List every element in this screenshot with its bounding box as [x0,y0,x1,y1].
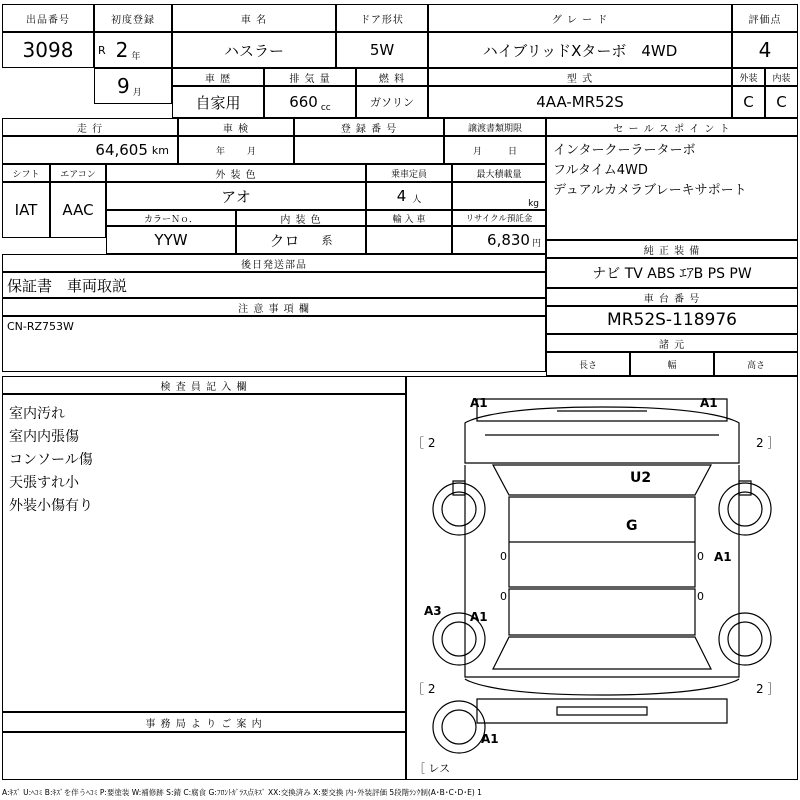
extcolor-value: アオ [221,187,251,206]
lot-label-cell [2,4,94,32]
sales-title-cell [546,118,798,136]
intcolor-suffix: 系 [321,234,333,247]
ac-value: AAC [62,201,94,219]
model-value-cell [172,32,336,68]
door-value-cell [336,32,428,68]
sales-point: フルタイム4WD [553,163,648,179]
first-reg-label-cell [94,4,172,32]
maxload-unit: kg [528,199,539,209]
first-reg-month-cell [94,68,172,104]
reg-month: 9 [117,74,130,98]
lot-value: 3098 [22,38,74,62]
displacement-value-cell [264,86,356,118]
mileage-value: 64,605 [95,141,148,159]
displacement-label: 排 気 量 [289,73,331,85]
transfer-month-unit: 月 [472,146,482,157]
car-outline-svg [407,377,797,779]
history-label-cell [172,68,264,86]
damage-mark: A1 [470,610,488,624]
shaken-label-cell [178,118,294,136]
seats-value: 4 [396,187,407,205]
damage-mark: 2 ］ [756,682,780,696]
colorno-value-cell [106,226,236,254]
lot-value-cell [2,32,94,68]
seats-unit: 人 [412,195,422,205]
door-label-cell [336,4,428,32]
chassis-value-cell [546,306,798,334]
fuel-value: ガソリン [370,96,414,109]
office-title-cell [2,712,406,732]
recycle-unit: 円 [531,239,541,249]
shift-label-cell [2,164,50,182]
office-title: 事 務 局 よ り ご 案 内 [145,718,263,730]
maxload-label-cell [452,164,546,182]
damage-mark: ［ レス [414,762,451,775]
intcolor-value-cell [236,226,366,254]
displacement-unit: cc [320,103,331,113]
seats-label-cell [366,164,452,182]
type-label-cell [428,68,732,86]
ext-grade-value-cell [732,86,765,118]
ext-grade-label-cell [732,68,765,86]
mileage-label: 走 行 [76,123,104,135]
damage-mark: A1 [700,396,718,410]
zero-mark: 0 [500,590,507,603]
chassis-title: 車 台 番 号 [643,293,701,305]
import-value-cell [366,226,452,254]
zero-mark: 0 [697,590,704,603]
shift-label: シフト [12,169,40,180]
reg-month-unit: 月 [132,88,142,98]
equip-value: ナビ TV ABS ｴｱB PS PW [592,266,752,282]
intcolor-label-cell [236,210,366,226]
damage-mark: 2 ］ [756,436,780,450]
maxload-label: 最大積載量 [476,169,522,180]
dimensions-title: 諸 元 [658,339,686,351]
ext-grade-value: C [743,93,754,111]
door-value: 5W [369,41,395,59]
inspector-line: 室内汚れ [9,406,65,422]
mileage-value-cell [2,136,178,164]
mileage-label-cell [2,118,178,136]
later-parts-value-cell [2,272,546,298]
ac-label-cell [50,164,106,182]
sales-points-cell [546,136,798,240]
transfer-day-unit: 日 [508,146,518,157]
sales-title: セ ー ル ス ポ イ ン ト [613,123,731,135]
int-grade-value-cell [765,86,798,118]
damage-diagram [406,376,798,780]
displacement-label-cell [264,68,356,86]
extcolor-label-cell [106,164,366,182]
transfer-label-cell [444,118,546,136]
maxload-value-cell [452,182,546,210]
recycle-value: 6,830 [487,231,530,249]
regno-value-cell [294,136,444,164]
recycle-value-cell [452,226,546,254]
inspector-line: コンソール傷 [9,452,93,469]
int-grade-label-cell [765,68,798,86]
chassis-title-cell [546,288,798,306]
grade-label-cell [428,4,732,32]
damage-mark: U2 [630,470,652,486]
intcolor-label: 内 装 色 [280,214,322,226]
type-value-cell [428,86,732,118]
damage-mark: A1 [481,732,499,746]
shift-value: IAT [14,201,38,219]
equip-value-cell [546,258,798,288]
model-value: ハスラー [223,41,284,60]
inspector-notes-cell [2,394,406,712]
colorno-label: カラーＮｏ． [143,214,198,225]
score-label-cell [732,4,798,32]
dim-length-label: 長さ [578,360,597,371]
equip-title-cell [546,240,798,258]
notes-value: CN-RZ753W [7,320,74,333]
first-reg-value-cell [94,32,172,68]
shaken-value-cell [178,136,294,164]
score-label: 評価点 [748,14,782,26]
type-value: 4AA-MR52S [536,93,624,111]
sales-point: デュアルカメラブレーキサポート [553,183,747,199]
history-value: 自家用 [195,93,241,112]
colorno-value: YYW [154,231,188,249]
transfer-value-cell [444,136,546,164]
damage-mark: ［ 2 [412,682,436,696]
reg-year: 2 [115,38,129,62]
seats-label: 乗車定員 [390,169,427,180]
score-value-cell [732,32,798,68]
extcolor-label: 外 装 色 [215,169,257,181]
colorno-label-cell [106,210,236,226]
chassis-value: MR52S-118976 [607,310,737,330]
grade-value-cell [428,32,732,68]
door-label: ドア形状 [360,14,404,26]
shaken-label: 車 検 [222,123,250,135]
sales-point: インタークーラーターボ [553,143,696,158]
fuel-label: 燃 料 [378,73,406,85]
inspector-title: 検 査 員 記 入 欄 [160,381,248,393]
zero-mark: 0 [500,550,507,563]
reg-year-unit: 年 [131,52,141,62]
dim-height-label: 高さ [746,360,765,371]
first-reg-label: 初度登録 [111,14,155,26]
inspector-line: 天張すれ小 [9,475,79,492]
seats-value-cell [366,182,452,210]
notes-label-cell [2,298,546,316]
dim-height-cell [714,352,798,376]
type-label: 型 式 [566,73,594,85]
inspector-line: 室内内張傷 [9,429,79,446]
dim-width-label: 幅 [667,360,677,371]
damage-mark: A1 [470,396,488,410]
recycle-label-cell [452,210,546,226]
regno-label: 登 録 番 号 [340,123,398,135]
damage-mark: A3 [424,604,442,618]
grade-label: グ レ ー ド [551,14,609,26]
inspector-line: 外装小傷有り [9,498,93,515]
shaken-year-unit: 年 [215,146,225,157]
dimensions-title-cell [546,334,798,352]
inspector-title-cell [2,376,406,394]
fuel-value-cell [356,86,428,118]
displacement-value: 660 [289,93,318,111]
int-grade-value: C [776,93,787,111]
notes-label: 注 意 事 項 欄 [238,303,310,315]
later-parts-label-cell [2,254,546,272]
score-value: 4 [758,38,772,62]
legend-text: A:ｷｽﾞ U:ﾍｺﾐ B:ｷｽﾞを伴うﾍｺﾐ P:要塗装 W:補修跡 S:錆 C:腐食 G:ﾌﾛﾝﾄｶﾞﾗｽ点ｷｽﾞ XX:交換済み X:要交換 内･外装評価 5段階ﾗﾝｸ制(A･B･C･D･E) 1 [2,788,482,797]
ac-label: エアコン [60,169,96,180]
equip-title: 純 正 装 備 [643,245,701,257]
notes-value-cell [2,316,546,372]
damage-mark: A1 [714,550,732,564]
import-label: 輸 入 車 [392,214,426,225]
import-label-cell [366,210,452,226]
shift-value-cell [2,182,50,238]
reg-era: R [98,43,106,57]
grade-value: ハイブリッドXターボ 4WD [482,41,678,60]
extcolor-value-cell [106,182,366,210]
history-value-cell [172,86,264,118]
model-label: 車 名 [240,14,268,26]
mileage-unit: km [151,143,169,157]
ac-value-cell [50,182,106,238]
office-body-cell [2,732,406,780]
damage-mark: ［ 2 [412,436,436,450]
regno-label-cell [294,118,444,136]
dim-width-cell [630,352,714,376]
fuel-label-cell [356,68,428,86]
intcolor-value: クロ [269,231,300,250]
transfer-label: 譲渡書類期限 [467,123,522,134]
later-parts-label: 後日発送部品 [241,259,307,271]
recycle-label: リサイクル預託金 [465,214,533,224]
dim-length-cell [546,352,630,376]
int-grade-label: 内装 [772,73,791,84]
model-label-cell [172,4,336,32]
damage-mark: G [626,518,638,534]
later-parts-value: 保証書 車両取説 [7,276,128,295]
ext-grade-label: 外装 [739,73,758,84]
shaken-month-unit: 月 [247,146,257,157]
lot-label: 出品番号 [26,14,70,26]
history-label: 車 歴 [204,73,232,85]
zero-mark: 0 [697,550,704,563]
